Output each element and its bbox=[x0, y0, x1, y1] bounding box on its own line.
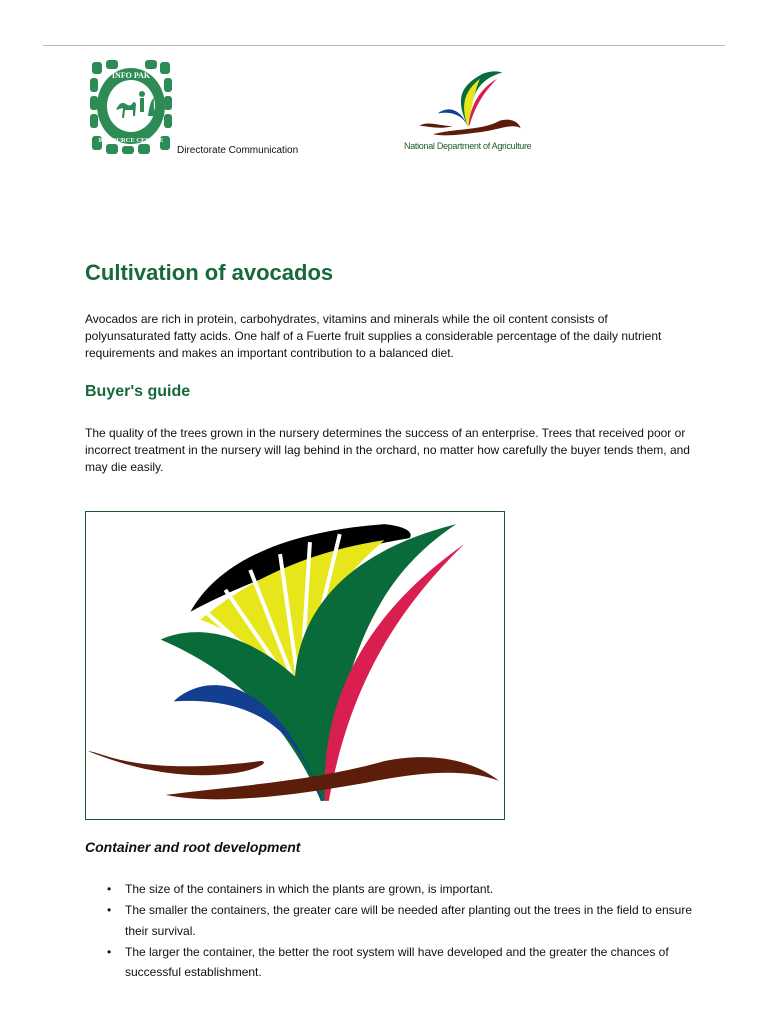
buyers-guide-paragraph: The quality of the trees grown in the nursery determines the success of an enterprise. Trees that received poor or incorrect treatment in the nursery will lag behind in the orchard, no matter how carefully the buyer tends them, and may die easily. bbox=[85, 426, 690, 474]
bullet-icon: • bbox=[107, 882, 112, 896]
info-pak-seal-logo bbox=[90, 60, 172, 154]
list-item-text: The smaller the containers, the greater care will be needed after planting out the trees in the field to ensure their survival. bbox=[125, 903, 692, 938]
list-item-text: The size of the containers in which the plants are grown, is important. bbox=[125, 882, 494, 896]
container-points-list bbox=[85, 879, 705, 983]
seal-bottom-text: RESOURCE CENTRE bbox=[98, 137, 164, 144]
buyers-guide-heading: Buyer's guide bbox=[85, 383, 191, 400]
bullet-icon: • bbox=[107, 944, 112, 959]
page-title: Cultivation of avocados bbox=[85, 260, 334, 285]
department-label: National Department of Agriculture bbox=[404, 141, 532, 151]
intro-paragraph: Avocados are rich in protein, carbohydrates, vitamins and minerals while the oil content consists of polyunsaturated fatty acids. One half of a Fuerte fruit supplies a considerable percentage of the daily nutrient requirements and makes an important contribution to a balanced diet. bbox=[85, 312, 662, 360]
directorate-label: Directorate Communication bbox=[177, 145, 299, 156]
top-divider bbox=[43, 45, 725, 46]
list-item bbox=[85, 900, 705, 941]
department-logo-figure bbox=[85, 511, 505, 820]
container-heading: Container and root development bbox=[85, 839, 301, 855]
bullet-icon: • bbox=[107, 903, 112, 917]
list-item-text: The larger the container, the better the root system will have developed and the greater the chances of successful establishment. bbox=[125, 944, 669, 979]
seal-top-text: INFO PAK bbox=[111, 71, 151, 80]
list-item bbox=[85, 879, 705, 900]
list-item bbox=[85, 942, 705, 983]
department-of-agriculture-logo bbox=[415, 64, 525, 138]
